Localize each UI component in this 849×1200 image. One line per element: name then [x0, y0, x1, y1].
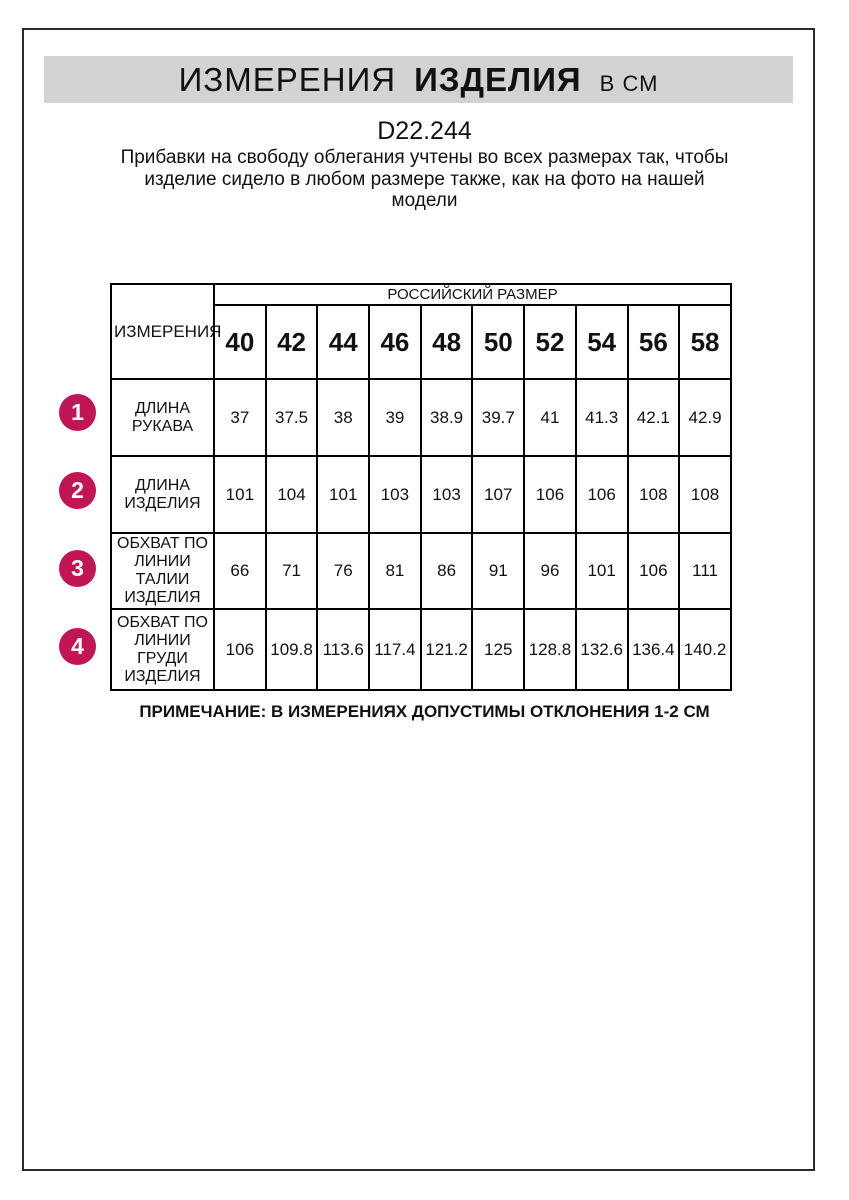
size-header-cell: 54 [576, 305, 628, 379]
measurement-row [111, 456, 731, 533]
measurement-value-cell: 42.9 [679, 379, 731, 456]
russian-size-group-header: РОССИЙСКИЙ РАЗМЕР [214, 284, 731, 305]
measurement-row-label: ДЛИНА РУКАВА [111, 379, 214, 456]
measurement-value-cell: 37 [214, 379, 266, 456]
measurement-row-label: ДЛИНА ИЗДЕЛИЯ [111, 456, 214, 533]
size-header-cell: 50 [472, 305, 524, 379]
title-word-measurements: ИЗМЕРЕНИЯ [178, 61, 397, 98]
measurement-value-cell: 113.6 [317, 609, 369, 690]
measurement-value-cell: 71 [266, 533, 318, 609]
title-unit: В СМ [599, 71, 659, 96]
measurement-value-cell: 91 [472, 533, 524, 609]
measurement-row-label: ОБХВАТ ПО ЛИНИИ ГРУДИ ИЗДЕЛИЯ [111, 609, 214, 690]
fit-description: Прибавки на свободу облегания учтены во всех размерах так, чтобы изделие сидело в любом размере также, как на фото на нашей модели [120, 147, 729, 211]
measurement-value-cell: 81 [369, 533, 421, 609]
measurement-row [111, 609, 731, 690]
size-header-cell: 48 [421, 305, 473, 379]
measurement-value-cell: 41.3 [576, 379, 628, 456]
measurement-value-cell: 37.5 [266, 379, 318, 456]
size-header-cell: 40 [214, 305, 266, 379]
measurement-value-cell: 76 [317, 533, 369, 609]
measurement-value-cell: 39.7 [472, 379, 524, 456]
size-header-cell: 56 [628, 305, 680, 379]
measurement-value-cell: 101 [214, 456, 266, 533]
measurement-value-cell: 111 [679, 533, 731, 609]
measurement-value-cell: 101 [317, 456, 369, 533]
measurement-value-cell: 106 [576, 456, 628, 533]
table-body [111, 379, 731, 690]
measurement-row-label: ОБХВАТ ПО ЛИНИИ ТАЛИИ ИЗДЕЛИЯ [111, 533, 214, 609]
measurement-value-cell: 101 [576, 533, 628, 609]
measurement-value-cell: 103 [369, 456, 421, 533]
size-header-cell: 52 [524, 305, 576, 379]
measurement-value-cell: 104 [266, 456, 318, 533]
title-band [44, 56, 793, 103]
measurement-value-cell: 86 [421, 533, 473, 609]
measurement-value-cell: 121.2 [421, 609, 473, 690]
measurement-value-cell: 136.4 [628, 609, 680, 690]
measurement-value-cell: 106 [524, 456, 576, 533]
measurement-value-cell: 128.8 [524, 609, 576, 690]
size-header-cell: 42 [266, 305, 318, 379]
measurement-value-cell: 66 [214, 533, 266, 609]
measurement-value-cell: 41 [524, 379, 576, 456]
measurement-value-cell: 109.8 [266, 609, 318, 690]
measurement-value-cell: 38 [317, 379, 369, 456]
measurement-value-cell: 125 [472, 609, 524, 690]
measurement-value-cell: 106 [628, 533, 680, 609]
row-marker-3: 3 [59, 550, 96, 587]
measurement-value-cell: 38.9 [421, 379, 473, 456]
row-marker-1: 1 [59, 394, 96, 431]
tolerance-note: ПРИМЕЧАНИЕ: В ИЗМЕРЕНИЯХ ДОПУСТИМЫ ОТКЛОНЕНИЯ 1-2 СМ [139, 702, 710, 721]
measurement-value-cell: 39 [369, 379, 421, 456]
measurement-value-cell: 117.4 [369, 609, 421, 690]
measurement-value-cell: 103 [421, 456, 473, 533]
measurement-value-cell: 132.6 [576, 609, 628, 690]
measurement-value-cell: 107 [472, 456, 524, 533]
product-code: D22.244 [377, 117, 472, 145]
measurements-column-header: ИЗМЕРЕНИЯ [111, 284, 214, 379]
measurement-row [111, 379, 731, 456]
measurement-value-cell: 96 [524, 533, 576, 609]
measurement-value-cell: 108 [679, 456, 731, 533]
measurement-value-cell: 106 [214, 609, 266, 690]
size-table [110, 283, 732, 691]
measurement-value-cell: 42.1 [628, 379, 680, 456]
row-marker-2: 2 [59, 472, 96, 509]
title-word-product: ИЗДЕЛИЯ [414, 61, 582, 98]
size-header-cell: 44 [317, 305, 369, 379]
size-header-cell: 46 [369, 305, 421, 379]
measurement-row [111, 533, 731, 609]
size-header-cell: 58 [679, 305, 731, 379]
measurement-value-cell: 140.2 [679, 609, 731, 690]
group-header-row [111, 284, 731, 305]
measurement-value-cell: 108 [628, 456, 680, 533]
row-marker-4: 4 [59, 628, 96, 665]
